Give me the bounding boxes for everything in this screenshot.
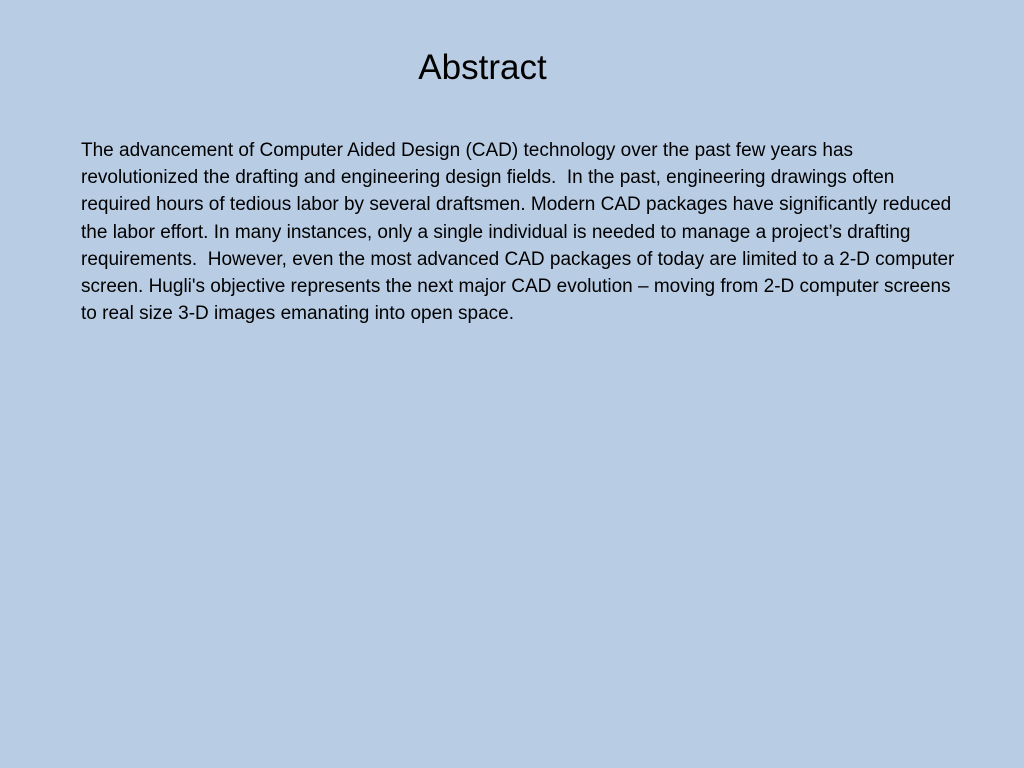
slide-title: Abstract: [418, 48, 547, 87]
abstract-paragraph: The advancement of Computer Aided Design (CAD) technology over the past few years has revolutionized the drafting and engineering design fields. In the past, engineering drawings often required hours of tedious labor by several draftsmen. Modern CAD packages have significantly reduced the labor effort. In many instances, only a single individual is needed to manage a project’s drafting requirements. However, even the most advanced CAD packages of today are limited to a 2-D computer screen. Hugli's objective represents the next major CAD evolution – moving from 2-D computer screens to real size 3-D images emanating into open space.: [81, 140, 960, 325]
